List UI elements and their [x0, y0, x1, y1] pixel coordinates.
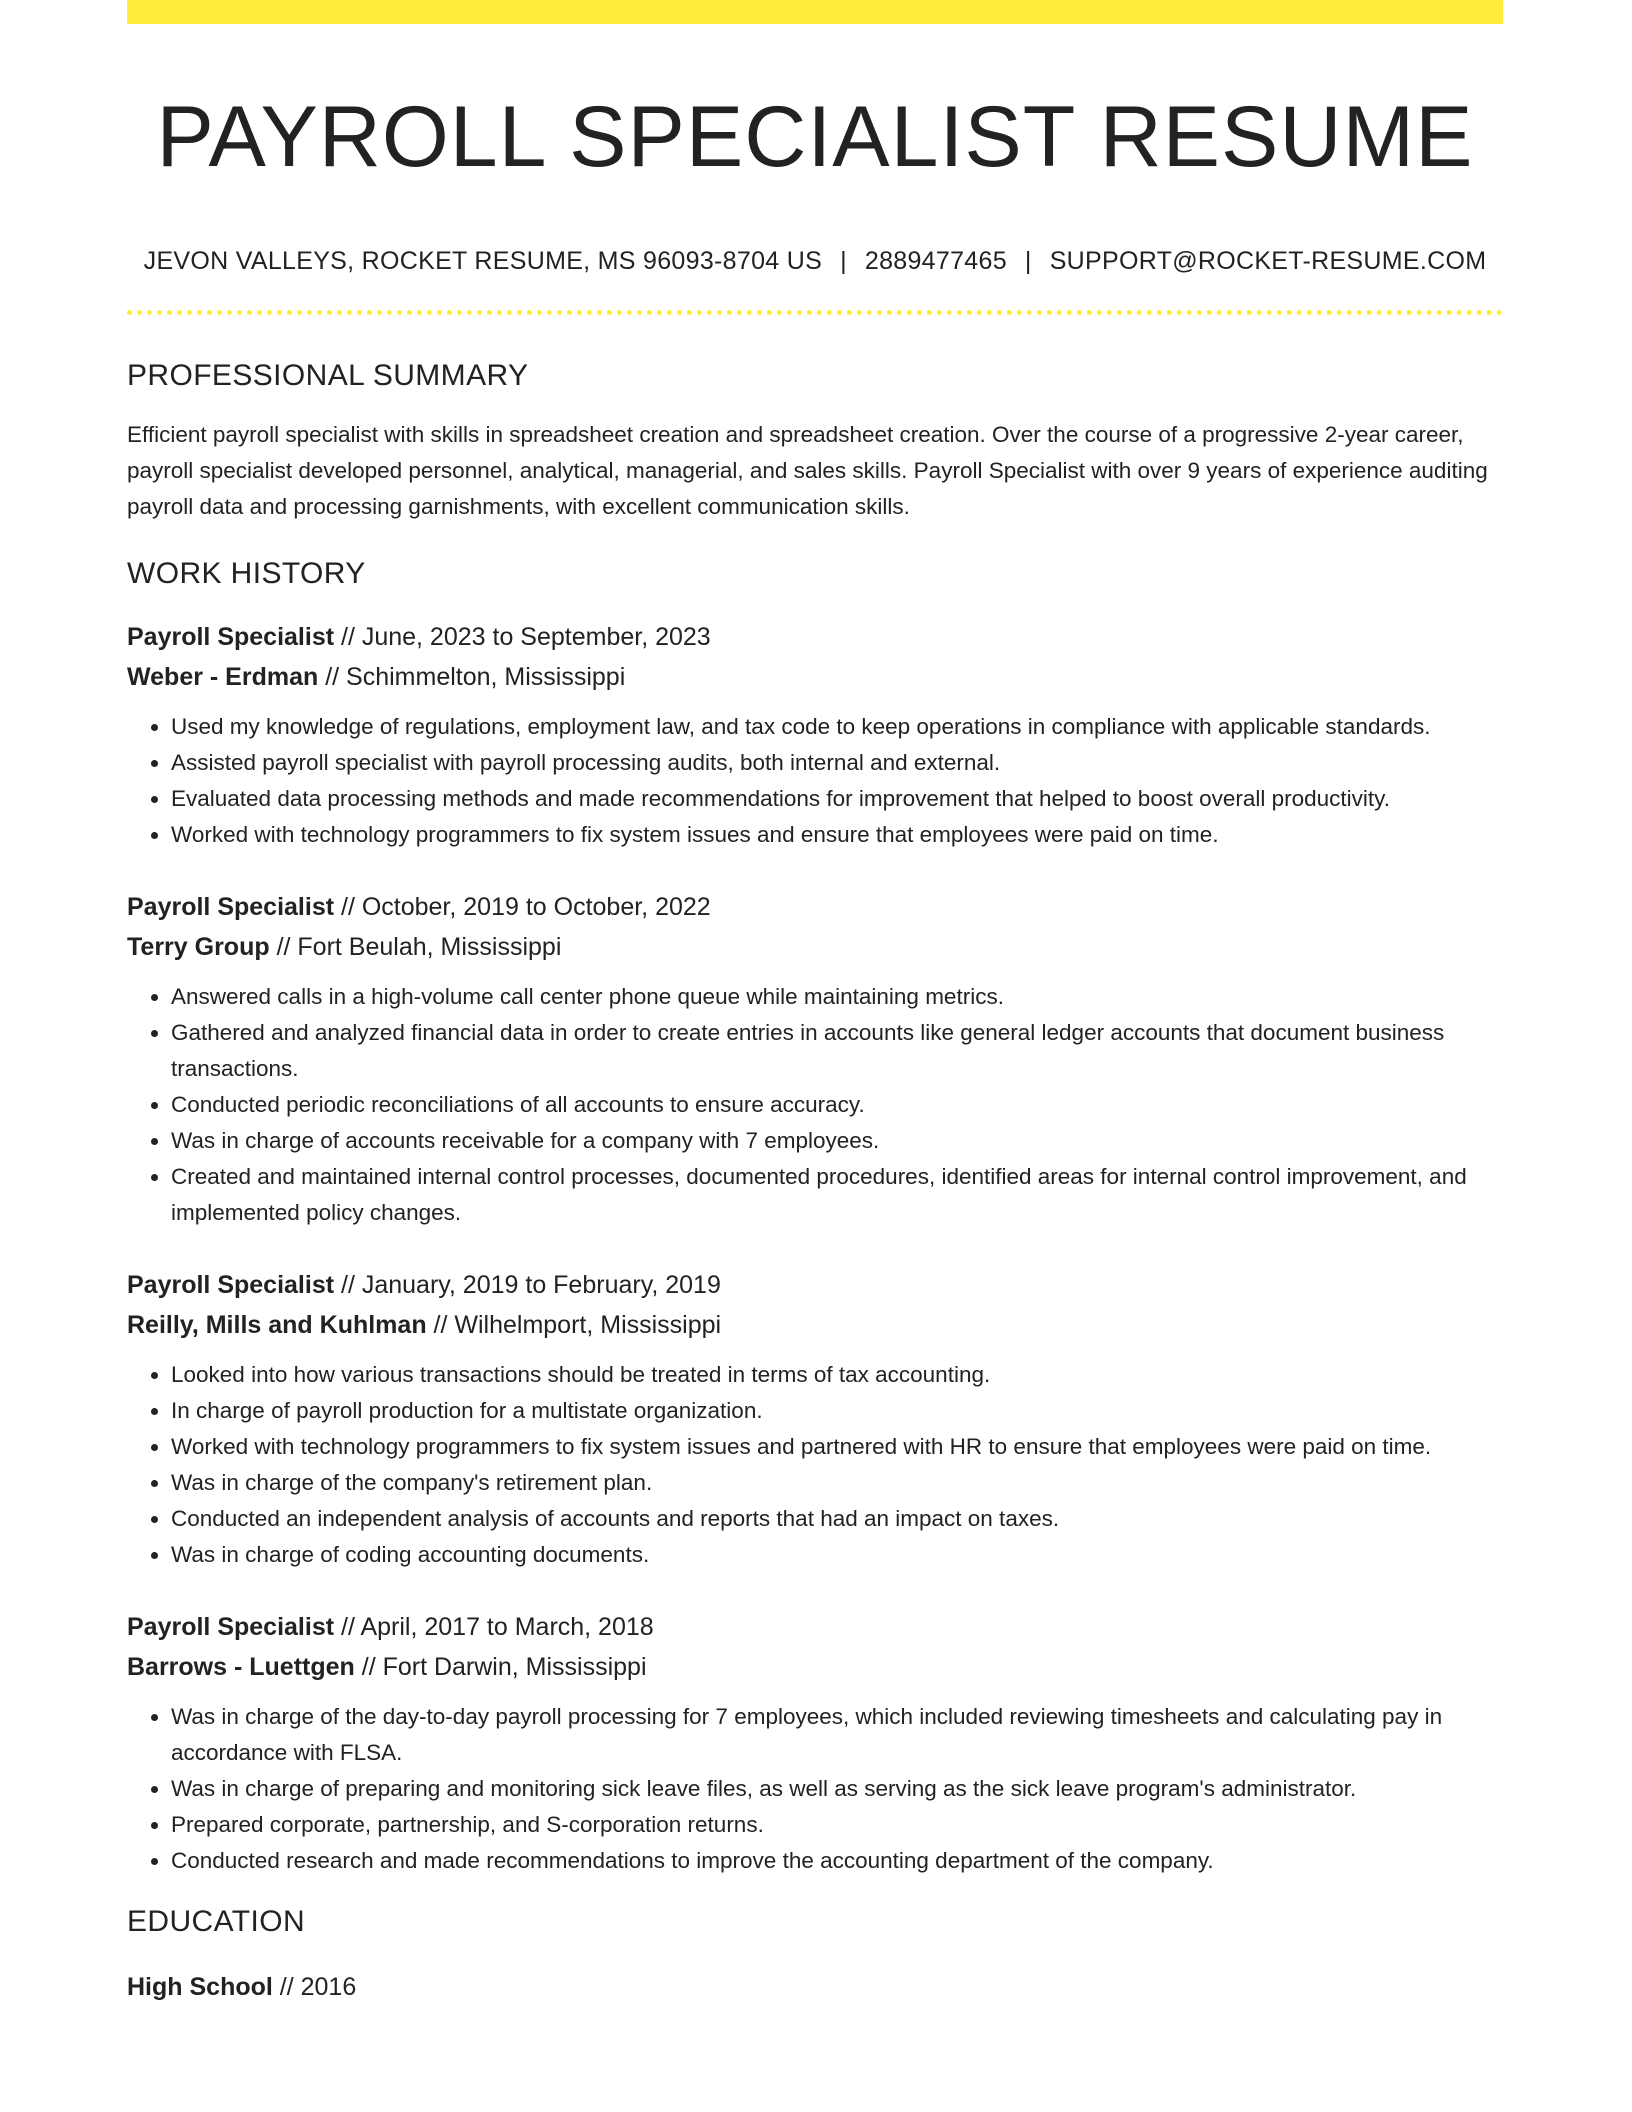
- job-bullet: • In charge of payroll production for a multistate organization.: [171, 1393, 1503, 1429]
- job-bullet: • Worked with technology programmers to fix system issues and ensure that employees were paid on time.: [171, 817, 1503, 853]
- job-bullet: • Created and maintained internal control processes, documented procedures, identified areas for internal control improvement, and implemented policy changes.: [171, 1159, 1503, 1231]
- top-accent-bar: [127, 0, 1503, 24]
- job-title: Payroll Specialist: [127, 623, 335, 652]
- job-dates: // October, 2019 to October, 2022: [334, 893, 711, 922]
- job-bullets: [127, 1699, 1503, 1879]
- page-title: PAYROLL SPECIALIST RESUME: [156, 89, 1474, 185]
- contact-separator: |: [1024, 247, 1032, 276]
- education-year: // 2016: [272, 1973, 357, 2002]
- job-bullet: • Prepared corporate, partnership, and S-corporation returns.: [171, 1807, 1503, 1843]
- job-bullet: • Answered calls in a high-volume call center phone queue while maintaining metrics.: [171, 979, 1503, 1015]
- contact-separator: |: [840, 247, 847, 276]
- job-bullet: • Worked with technology programmers to fix system issues and partnered with HR to ensure that employees were paid on time.: [171, 1429, 1503, 1465]
- job-bullet: • Evaluated data processing methods and made recommendations for improvement that helped to boost overall productivity.: [171, 781, 1503, 817]
- education-school: High School: [127, 1973, 273, 2002]
- job-entry: [127, 617, 1503, 853]
- job-company: Weber - Erdman: [127, 663, 319, 692]
- job-bullet: • Conducted research and made recommendations to improve the accounting department of the company.: [171, 1843, 1503, 1879]
- job-title-line: [127, 1607, 1503, 1647]
- job-company-line: [127, 927, 1503, 967]
- job-bullet: • Gathered and analyzed financial data in order to create entries in accounts like general ledger accounts that document business transactions.: [171, 1015, 1503, 1087]
- education-entry: [127, 1967, 1503, 2007]
- job-bullet: • Was in charge of coding accounting documents.: [171, 1537, 1503, 1573]
- job-bullet: • Was in charge of preparing and monitoring sick leave files, as well as serving as the sick leave program's administrator.: [171, 1771, 1503, 1807]
- job-location: // Wilhelmport, Mississippi: [426, 1311, 722, 1340]
- job-title: Payroll Specialist: [127, 1271, 335, 1300]
- job-bullet: • Looked into how various transactions should be treated in terms of tax accounting.: [171, 1357, 1503, 1393]
- contact-address: JEVON VALLEYS, ROCKET RESUME, MS 96093-8704 US: [143, 247, 823, 276]
- job-location: // Fort Beulah, Mississippi: [269, 933, 562, 962]
- job-entry: [127, 1265, 1503, 1573]
- job-title-line: [127, 617, 1503, 657]
- resume-page: [127, 0, 1503, 2007]
- job-bullet: • Was in charge of the day-to-day payroll processing for 7 employees, which included reviewing timesheets and calculating pay in accordance with FLSA.: [171, 1699, 1503, 1771]
- job-company-line: [127, 1305, 1503, 1345]
- job-company: Barrows - Luettgen: [127, 1653, 355, 1682]
- work-history-heading: WORK HISTORY: [127, 557, 366, 591]
- job-dates: // January, 2019 to February, 2019: [334, 1271, 721, 1300]
- job-title-line: [127, 887, 1503, 927]
- job-company: Reilly, Mills and Kuhlman: [127, 1311, 427, 1340]
- job-bullet: • Assisted payroll specialist with payroll processing audits, both internal and external.: [171, 745, 1503, 781]
- job-title: Payroll Specialist: [127, 893, 335, 922]
- job-company: Terry Group: [127, 933, 270, 962]
- job-bullets: [127, 1357, 1503, 1573]
- job-bullet: • Conducted periodic reconciliations of all accounts to ensure accuracy.: [171, 1087, 1503, 1123]
- job-dates: // June, 2023 to September, 2023: [334, 623, 711, 652]
- job-title: Payroll Specialist: [127, 1613, 335, 1642]
- job-bullet: • Conducted an independent analysis of accounts and reports that had an impact on taxes.: [171, 1501, 1503, 1537]
- contact-phone: 2889477465: [864, 247, 1007, 276]
- job-bullet: • Was in charge of the company's retirement plan.: [171, 1465, 1503, 1501]
- job-location: // Schimmelton, Mississippi: [318, 663, 626, 692]
- contact-line: [127, 247, 1503, 276]
- job-entry: [127, 1607, 1503, 1879]
- job-company-line: [127, 657, 1503, 697]
- work-history-list: [127, 617, 1503, 1879]
- job-bullet: • Was in charge of accounts receivable for a company with 7 employees.: [171, 1123, 1503, 1159]
- job-dates: // April, 2017 to March, 2018: [334, 1613, 654, 1642]
- job-bullets: [127, 709, 1503, 853]
- job-title-line: [127, 1265, 1503, 1305]
- summary-text: Efficient payroll specialist with skills in spreadsheet creation and spreadsheet creation. Over the course of a progressive 2-year career, payroll specialist developed personnel, analytical, managerial, and sales skills. Payroll Specialist with over 9 years of experience auditing payroll data and processing garnishments, with excellent communication skills.: [127, 422, 1488, 520]
- job-company-line: [127, 1647, 1503, 1687]
- job-entry: [127, 887, 1503, 1231]
- job-bullet: • Used my knowledge of regulations, employment law, and tax code to keep operations in compliance with applicable standards.: [171, 709, 1503, 745]
- job-location: // Fort Darwin, Mississippi: [354, 1653, 647, 1682]
- job-bullets: [127, 979, 1503, 1231]
- summary-heading: PROFESSIONAL SUMMARY: [127, 359, 529, 393]
- contact-email: SUPPORT@ROCKET-RESUME.COM: [1049, 247, 1487, 276]
- section-divider: [127, 310, 1503, 315]
- education-heading: EDUCATION: [127, 1905, 306, 1939]
